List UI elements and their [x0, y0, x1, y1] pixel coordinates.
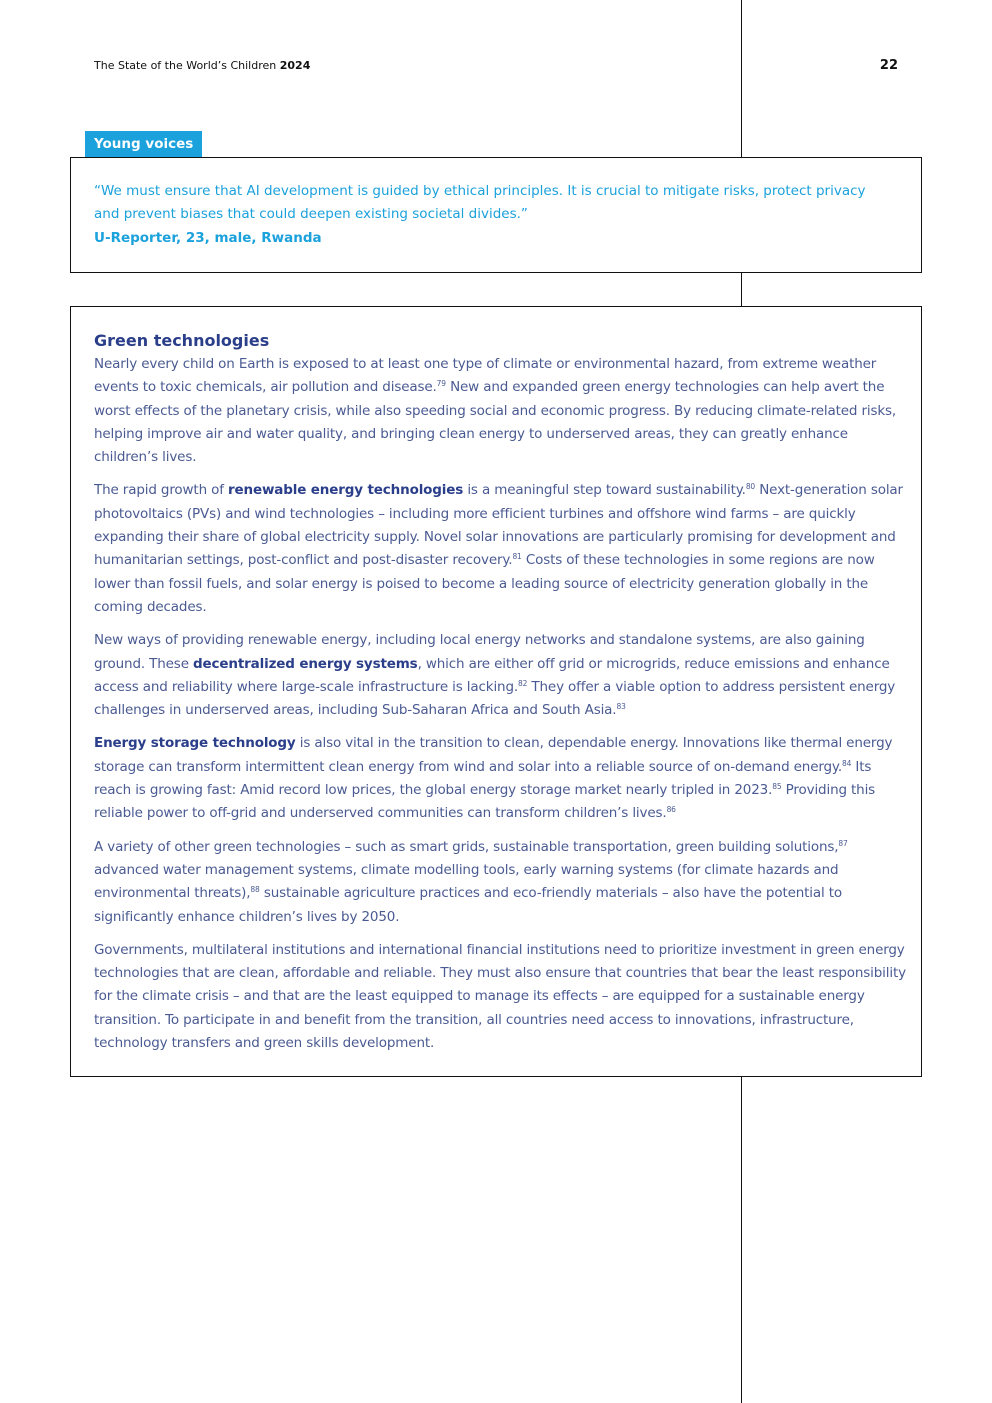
text-run: Costs of these technologies in some regions are now lower than fossil fuels, and solar energy is poised to become a leading source of electricity generation globally in the coming decades.	[94, 552, 875, 615]
paragraph-2	[94, 479, 906, 619]
text-run: The rapid growth of	[94, 482, 228, 499]
bold-term: decentralized energy systems	[193, 655, 418, 672]
text-run: sustainable agriculture practices and eco-friendly materials – also have the potential to significantly enhance children’s lives by 2050.	[94, 885, 843, 925]
text-run: A variety of other green technologies – such as smart grids, sustainable transportation, green building solutions,	[94, 838, 839, 855]
text-run: , which are either off grid or microgrids, reduce emissions and enhance access and reliability where large-scale infrastructure is lacking.	[94, 655, 890, 695]
footnote-ref: 80	[745, 482, 756, 492]
paragraph-3	[94, 629, 906, 722]
text-run: Its reach is growing fast: Amid record low prices, the global energy storage market nearly tripled in 2023.	[94, 758, 872, 799]
bold-term: Energy storage technology	[94, 735, 296, 752]
footnote-ref: 83	[616, 702, 626, 712]
page-number: 22	[879, 58, 898, 73]
paragraph-4	[94, 732, 906, 825]
footnote-ref: 81	[512, 552, 522, 562]
section-title: Green technologies	[94, 331, 270, 350]
text-run: Next-generation solar photovoltaics (PVs) and wind technologies – including more efficient turbines and offshore wind farms – are quickly expanding their share of global electricity supply. Novel solar innovations are particularly promising for development and humanitarian settings, post-conflict and post-disaster recovery.	[94, 482, 903, 569]
footnote-ref: 79	[436, 379, 446, 389]
text-run: is a meaningful step toward sustainability.	[463, 482, 746, 499]
publication-title	[94, 59, 310, 72]
text-run: advanced water management systems, climate modelling tools, early warning systems (for climate hazards and environmental threats),	[94, 861, 839, 902]
green-technologies-content	[94, 329, 906, 1065]
text-run: is also vital in the transition to clean, dependable energy. Innovations like thermal energy storage can transform intermittent clean energy from wind and solar into a reliable source of on-demand energy.	[94, 735, 893, 775]
text-run: They offer a viable option to address persistent energy challenges in underserved areas, including Sub-Saharan Africa and South Asia.	[94, 678, 896, 719]
text-run: New and expanded green energy technologies can help avert the worst effects of the planetary crisis, while also speeding social and economic progress. By reducing climate-related risks, helping improve air and water quality, and bringing clean energy to underserved areas, they can greatly enhance children’s lives.	[94, 379, 897, 466]
text-run: Nearly every child on Earth is exposed to at least one type of climate or environmental hazard, from extreme weather events to toxic chemicals, air pollution and disease.	[94, 356, 877, 396]
footnote-ref: 84	[842, 758, 852, 768]
footnote-ref: 86	[666, 805, 676, 815]
quote-text: “We must ensure that AI development is guided by ethical principles. It is crucial to mitigate risks, protect privacy and prevent biases that could deepen existing societal divides.”	[94, 183, 866, 222]
young-voices-box	[70, 157, 922, 273]
text-run: New ways of providing renewable energy, including local energy networks and standalone systems, are also gaining ground. These	[94, 632, 865, 672]
young-voices-tag: Young voices	[85, 131, 202, 157]
green-technologies-box	[70, 306, 922, 1077]
footnote-ref: 82	[518, 678, 528, 688]
footnote-ref: 87	[838, 838, 848, 848]
quote-attribution: U-Reporter, 23, male, Rwanda	[94, 230, 322, 246]
text-run: Governments, multilateral institutions and international financial institutions need to prioritize investment in green energy technologies that are clean, affordable and reliable. They must also ensure that countries that bear the least responsibility for the climate crisis – and that are the least equipped to manage its effects – are equipped for a sustainable energy transition. To participate in and benefit from the transition, all countries need access to innovations, infrastructure, technology transfers and green skills development.	[94, 941, 906, 1052]
paragraph-1	[94, 353, 906, 469]
publication-year: 2024	[279, 59, 311, 72]
bold-term: renewable energy technologies	[227, 482, 464, 499]
paragraph-6	[94, 939, 906, 1055]
publication-title-text: The State of the World’s Children	[94, 59, 280, 72]
footnote-ref: 88	[250, 885, 260, 895]
paragraph-5	[94, 836, 906, 929]
text-run: Providing this reliable power to off-grid and underserved communities can transform children’s lives.	[94, 782, 876, 822]
footnote-ref: 85	[772, 782, 782, 792]
